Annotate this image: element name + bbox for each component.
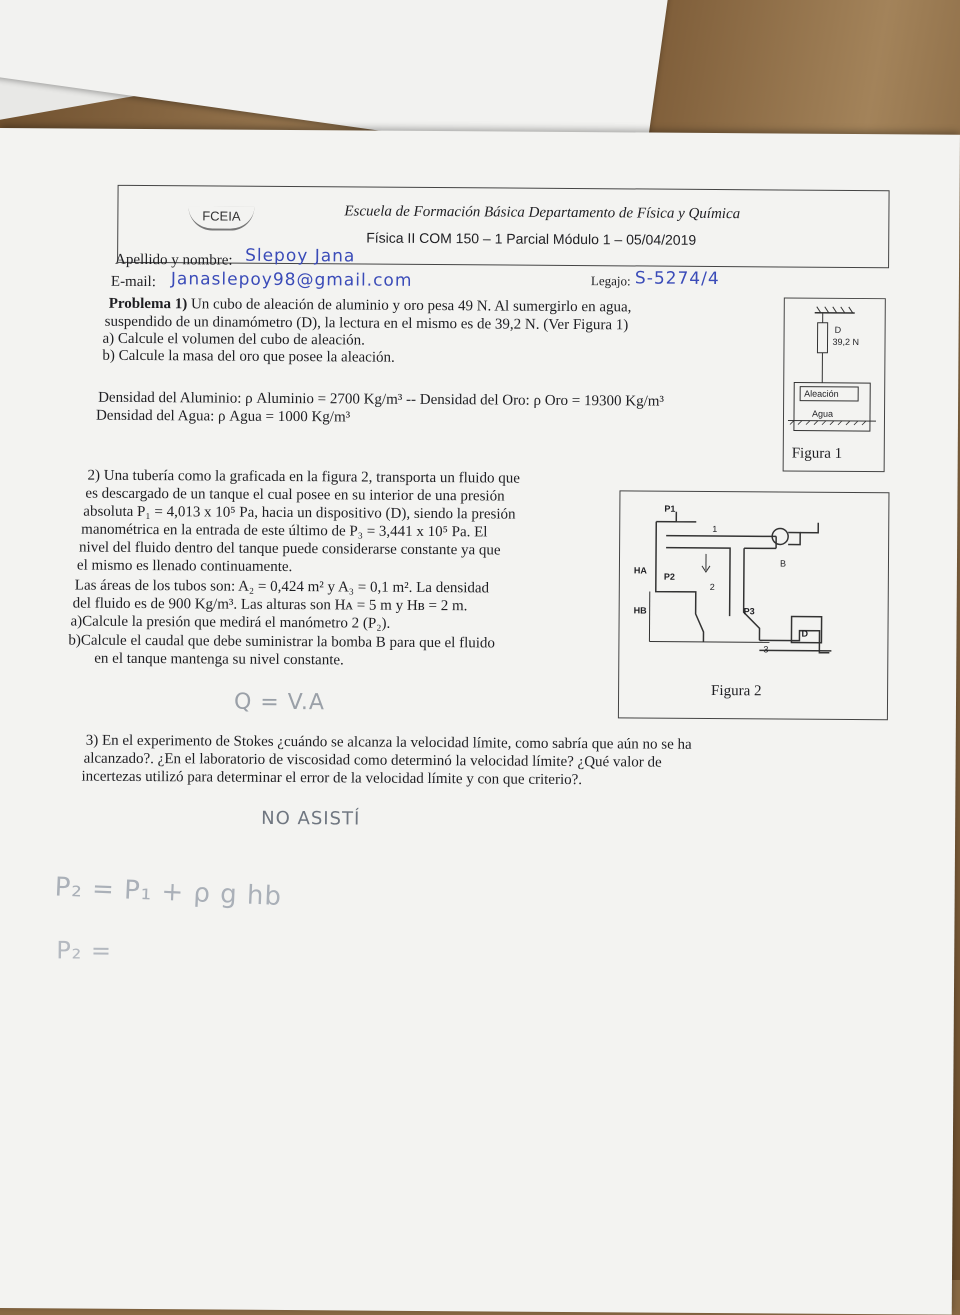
figure-1-caption: Figura 1 [792,445,843,463]
handwritten-scribble: Q = V.A [234,690,325,716]
handwritten-equation: P₂ = [56,936,112,964]
problem-3-line: alcanzado?. ¿En el laboratorio de viscosidad como determinó la velocidad límite? ¿Qué valor de [84,750,662,772]
p2-label: P2 [664,572,675,582]
exam-header [117,185,890,268]
problem-2-line: a)Calcule la presión que medirá el manómetro 2 (P₂). [70,613,390,633]
problem-2-line: el mismo es llenado continuamente. [77,557,292,577]
device-label: D [801,629,808,639]
problem-2-line: b)Calcule el caudal que debe suministrar la bomba B para que el fluido [68,631,495,652]
problem-1-line: Un cubo de aleación de aluminio y oro pesa 49 N. Al sumergirlo en agua, [191,296,632,315]
figure-2-drawing [619,491,888,673]
problem-2-line: es descargado de un tanque el cual posee en su interior de una presión [85,485,504,506]
density-line: Densidad del Agua: ρ Agua = 1000 Kg/m³ [96,407,350,427]
figure-1 [783,297,886,472]
section-2-label: 2 [710,582,715,592]
problem-2-line: manométrica en la entrada de este último de P₃ = 3,441 x 10⁵ Pa. El [81,521,487,542]
problem-2-line: nivel del fluido dentro del tanque puede considerarse constante ya que [79,539,501,560]
hb-label: HB [634,605,647,615]
email-label: E-mail: [111,273,156,291]
density-line: Densidad del Aluminio: ρ Aluminio = 2700 Kg/m³ -- Densidad del Oro: ρ Oro = 19300 Kg/m³ [98,389,664,411]
problem-2-line: Las áreas de los tubos son: A₂ = 0,424 m² y A₃ = 0,1 m². La densidad [75,577,489,598]
p1-label: P1 [664,504,675,514]
problem-1-title: Problema 1) [109,296,188,313]
problem-3-line: incertezas utilizó para determinar el error de la velocidad límite y con que criterio?. [81,768,582,789]
course-info: Física II COM 150 – 1 Parcial Módulo 1 – 05/04/2019 [366,230,696,248]
email-value: Janaslepoy98@gmail.com [171,269,413,291]
ha-label: HA [634,565,647,575]
problem-2-line: 2) Una tubería como la graficada en la figura 2, transporta un fluido que [88,467,520,488]
name-label: Apellido y nombre: [115,251,233,270]
problem-1-line: b) Calcule la masa del oro que posee la aleación. [102,347,395,367]
figure-2-caption: Figura 2 [711,682,762,700]
fceia-logo: FCEIA [188,206,254,230]
dynamometer-label: D [835,325,842,335]
alloy-label: Aleación [804,389,839,399]
legajo-label: Legajo: [591,272,631,290]
legajo-value: S-5274/4 [635,268,720,289]
problem-1-line: suspendido de un dinamómetro (D), la lectura en el mismo es de 39,2 N. (Ver Figura 1) [105,313,629,335]
problem-3-line: 3) En el experimento de Stokes ¿cuándo se alcanza la velocidad límite, como sabría que aún no se ha [86,732,692,754]
handwritten-note: NO ASISTÍ [261,808,360,830]
section-1-label: 1 [712,524,717,534]
exam-sheet [0,128,960,1315]
problem-2-line: absoluta P₁ = 4,013 x 10⁵ Pa, hacia un dispositivo (D), siendo la presión [83,503,515,524]
pump-label: B [780,558,786,568]
name-value: Slepoy Jana [245,246,355,267]
problem-2-line: del fluido es de 900 Kg/m³. Las alturas son Hᴀ = 5 m y Hʙ = 2 m. [73,595,468,616]
section-3-label: 3 [763,644,768,654]
dynamometer-reading: 39,2 N [832,337,859,347]
handwritten-equation: P₂ = P₁ + ρ g hb [54,872,282,911]
water-label: Agua [812,409,833,419]
figure-1-drawing [784,298,885,439]
figure-2 [618,490,890,720]
problem-2-line: en el tanque mantenga su nivel constante. [94,650,344,670]
p3-label: P3 [744,606,755,616]
problem-1-line: a) Calcule el volumen del cubo de aleación. [102,330,365,350]
school-name: Escuela de Formación Básica Departamento de Física y Química [344,203,740,223]
